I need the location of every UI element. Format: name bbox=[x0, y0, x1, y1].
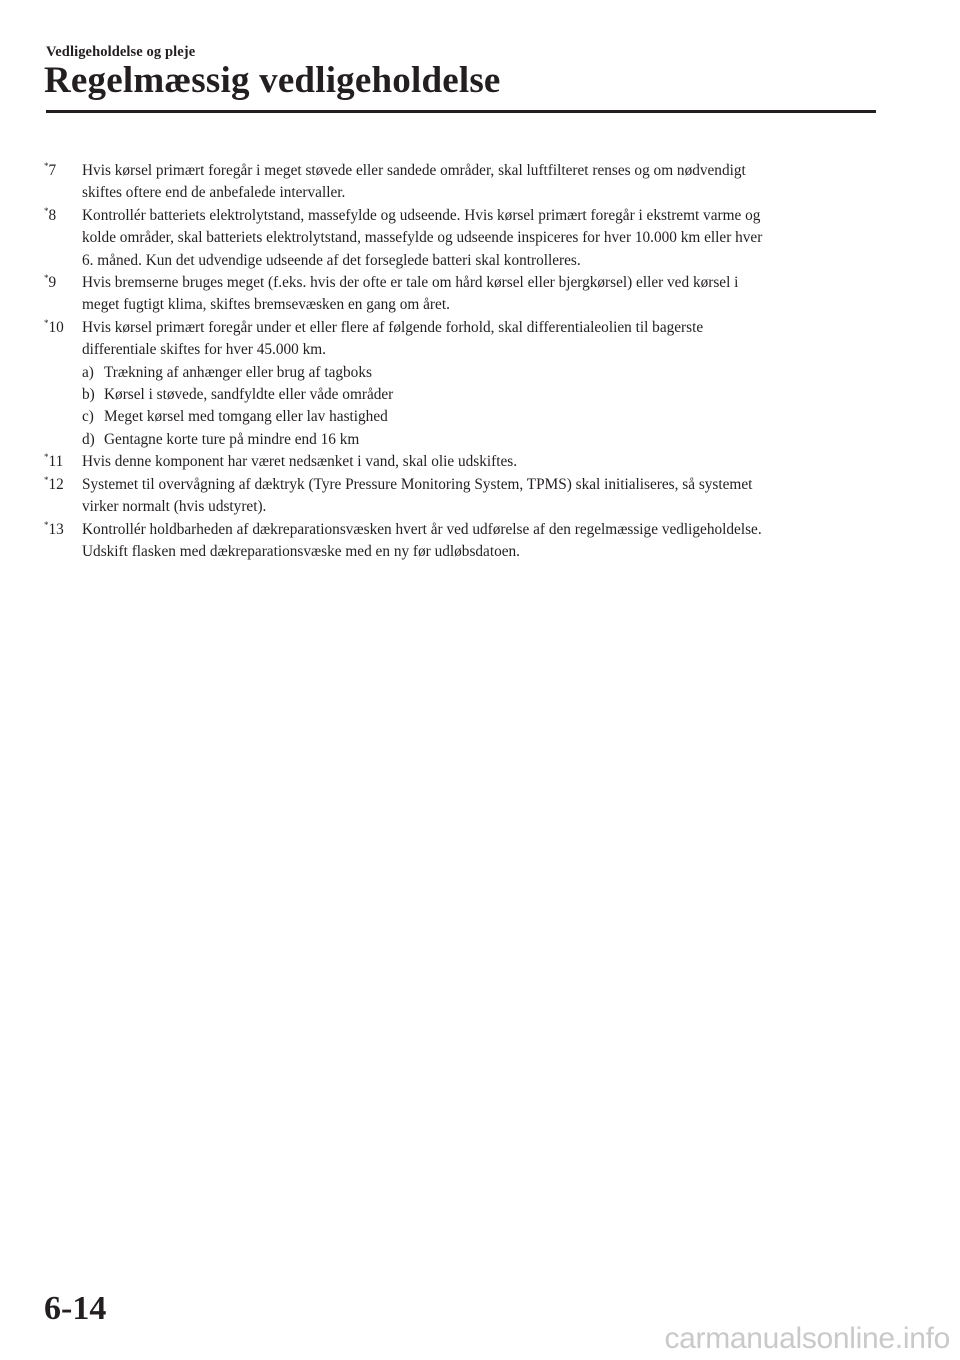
page-number: 6-14 bbox=[44, 1290, 107, 1327]
footnote-text-line: Hvis kørsel primært foregår i meget støvede eller sandede områder, skal luftfilteret renses og om nødvendigt bbox=[82, 162, 746, 179]
footnote-number-text: 7 bbox=[48, 162, 57, 179]
condition-text: Meget kørsel med tomgang eller lav hastighed bbox=[104, 408, 388, 426]
footnote-9 bbox=[44, 272, 884, 317]
footnote-number-text: 11 bbox=[48, 453, 64, 471]
condition-marker: d) bbox=[82, 430, 95, 448]
footnote-text-line: Systemet til overvågning af dæktryk (Tyre Pressure Monitoring System, TPMS) skal initialiseres, så systemet bbox=[82, 475, 753, 493]
footnote-number-text: 10 bbox=[48, 318, 64, 336]
condition-marker: a) bbox=[82, 363, 94, 381]
condition-item bbox=[82, 362, 884, 384]
watermark: carmanualsonline.info bbox=[664, 1322, 950, 1355]
footnote-10 bbox=[44, 317, 884, 451]
footnote-star: * bbox=[44, 205, 49, 216]
footnote-list bbox=[44, 160, 884, 563]
footnote-number bbox=[44, 317, 64, 340]
footnote-number-text: 13 bbox=[48, 520, 64, 538]
footnote-number-text: 12 bbox=[48, 475, 64, 493]
footnote-star: * bbox=[44, 452, 49, 463]
footnote-text-line: Kontrollér holdbarheden af dækreparationsvæsken hvert år ved udførelse af den regelmæssige vedligeholdelse. bbox=[82, 520, 762, 538]
title-rule bbox=[46, 110, 876, 113]
footnote-number-text: 9 bbox=[48, 274, 57, 292]
page-title: Regelmæssig vedligeholdelse bbox=[44, 60, 501, 101]
condition-text: Gentagne korte ture på mindre end 16 km bbox=[104, 430, 360, 448]
condition-text: Kørsel i støvede, sandfyldte eller våde områder bbox=[104, 386, 394, 404]
footnote-text-line: meget fugtigt klima, skiftes bremsevæsken en gang om året. bbox=[82, 296, 450, 314]
footnote-text-line: Hvis denne komponent har været nedsænket i vand, skal olie udskiftes. bbox=[82, 453, 518, 471]
footnote-text-line: virker normalt (hvis udstyret). bbox=[82, 498, 267, 516]
footnote-text-line: Hvis bremserne bruges meget (f.eks. hvis der ofte er tale om hård kørsel eller bjergkørsel) eller ved kørsel i bbox=[82, 274, 739, 292]
footnote-text-line: differentiale skiftes for hver 45.000 km. bbox=[82, 341, 326, 359]
footnote-star: * bbox=[44, 317, 49, 328]
footnote-number bbox=[44, 519, 64, 542]
footnote-star: * bbox=[44, 273, 49, 284]
footnote-11 bbox=[44, 451, 884, 473]
footnote-text-line: Kontrollér batteriets elektrolytstand, massefylde og udseende. Hvis kørsel primært foregår i ekstremt varme og bbox=[82, 206, 761, 224]
condition-item bbox=[82, 406, 884, 428]
footnote-text-line: Udskift flasken med dækreparationsvæske med en ny før udløbsdatoen. bbox=[82, 542, 520, 560]
footnote-number bbox=[44, 272, 56, 295]
footnote-text-line: 6. måned. Kun det udvendige udseende af det forseglede batteri skal kontrolleres. bbox=[82, 251, 581, 269]
footnote-text-line: Hvis kørsel primært foregår under et eller flere af følgende forhold, skal differentialeolien til bagerste bbox=[82, 318, 704, 336]
footnote-8 bbox=[44, 205, 884, 272]
footnote-number bbox=[44, 160, 56, 183]
footnote-number bbox=[44, 205, 56, 228]
footnote-13 bbox=[44, 519, 884, 564]
footnote-12 bbox=[44, 474, 884, 519]
footnote-number bbox=[44, 474, 64, 497]
condition-text: Trækning af anhænger eller brug af tagboks bbox=[104, 363, 372, 381]
condition-marker: c) bbox=[82, 408, 94, 426]
footnote-text-line: skiftes oftere end de anbefalede intervaller. bbox=[82, 184, 346, 202]
footnote-star: * bbox=[44, 161, 49, 171]
section-header: Vedligeholdelse og pleje bbox=[46, 44, 196, 60]
footnote-star: * bbox=[44, 474, 49, 485]
footnote-number bbox=[44, 451, 63, 474]
footnote-number-text: 8 bbox=[48, 206, 57, 224]
condition-marker: b) bbox=[82, 386, 95, 404]
condition-item bbox=[82, 384, 884, 406]
condition-item bbox=[82, 429, 884, 451]
footnote-text-line: kolde områder, skal batteriets elektrolytstand, massefylde og udseende inspiceres for hver 10.000 km eller hver bbox=[82, 229, 763, 247]
condition-list bbox=[82, 362, 884, 452]
footnote-7 bbox=[44, 160, 884, 205]
footnote-star: * bbox=[44, 519, 49, 530]
